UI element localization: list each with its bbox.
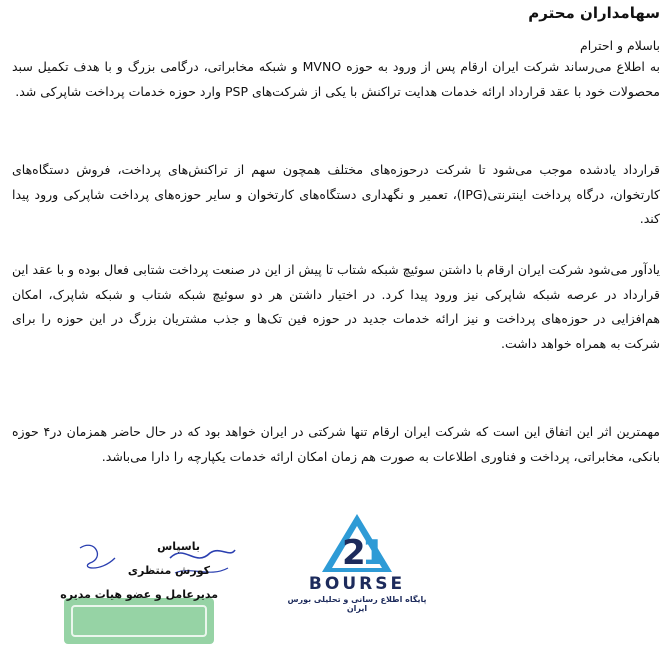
signature-block <box>60 528 240 645</box>
handwritten-signature-icon <box>60 528 240 645</box>
paragraph-contract-scope: قرارداد یادشده موجب می‌شود تا شرکت درحوزه‌های مختلف همچون سهم از تراکنش‌های پرداخت، فروش دستگاه‌های کارتخوان، درگاه پرداخت اینترنتی(IPG)، تعمیر و نگهداری دستگاه‌های کارتخوان و سایر حوزه‌های پرداخت شاپرکی ورود پیدا کند. <box>12 162 660 226</box>
bourse-logo-mark <box>282 512 432 574</box>
bourse-caption: پایگاه اطلاع رسانی و تحلیلی بورس ایران <box>287 595 427 613</box>
paragraph-background: یادآور می‌شود شرکت ایران ارقام با داشتن سوئیچ شبکه شتاب تا پیش از این در صنعت پرداخت شتابی فعال بوده و با عقد این قرارداد در عرصه شبکه شاپرکی نیز ورود پیدا کرد. در اختیار داشتن هر دو سوئیچ شبکه شتاب و شبکه شاپرک، امکان هم‌افزایی در حوزه‌های پرداخت و نیز ارائه خدمات جدید در حوزه فین تک‌ها و جذب مشتریان بزرگ در این حوزه را برای شرکت به همراه خواهد داشت. <box>12 262 660 351</box>
svg-text:1: 1 <box>362 533 386 573</box>
svg-text:2: 2 <box>342 533 366 573</box>
paragraph-impact: مهمترین اثر این اتفاق این است که شرکت ایران ارقام تنها شرکتی در ایران خواهد بود که در حال حاضر همزمان در۴ حوزه بانکی، مخابراتی، پرداخت و فناوری اطلاعات به صورت هم زمان امکان ارائه خدمات یکپارچه را دارا می‌باشد. <box>12 424 660 464</box>
paragraph-announcement: به اطلاع می‌رساند شرکت ایران ارقام پس از ورود به حوزه MVNO و شبکه مخابراتی، درگامی بزرگ و با هدف تکمیل سبد محصولات خود با عقد قرارداد ارائه خدمات هدایت تراکنش با یکی از شرکت‌های PSP وارد حوزه خدمات پرداخت شاپرکی شد. <box>12 59 660 99</box>
bourse-wordmark: BOURSE <box>308 574 406 594</box>
signature-name: کورش منتظری <box>127 564 210 577</box>
bourse-logo <box>282 512 432 612</box>
signature-thanks: باسپاس <box>157 540 200 553</box>
signature-title: مدیرعامل و عضو هیات مدیره <box>60 588 218 601</box>
letter-salutation: سهامداران محترم <box>528 4 660 22</box>
letter-greeting: باسلام و احترام <box>579 38 660 53</box>
